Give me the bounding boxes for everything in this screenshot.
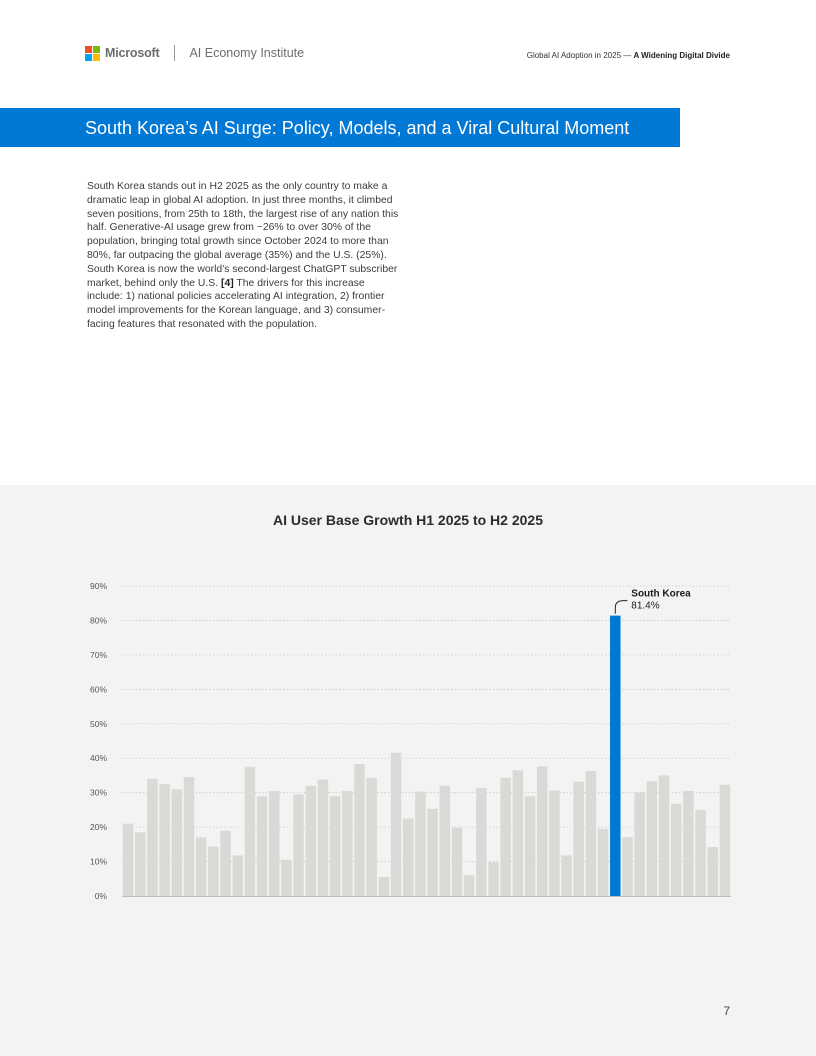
microsoft-logo	[85, 45, 304, 61]
brand-name: Microsoft	[105, 46, 160, 60]
bar	[561, 855, 571, 896]
y-tick-label: 90%	[89, 581, 107, 591]
bar	[147, 779, 157, 896]
bar	[342, 791, 352, 896]
chart-title: AI User Base Growth H1 2025 to H2 2025	[272, 512, 543, 528]
bar	[427, 809, 437, 896]
bar	[391, 753, 401, 896]
bar	[586, 771, 596, 896]
bar	[257, 796, 267, 896]
bar	[135, 832, 145, 896]
bar	[366, 778, 376, 896]
bar	[440, 786, 450, 896]
y-tick-label: 60%	[89, 684, 107, 695]
bar-highlight	[610, 616, 620, 896]
body-paragraph-part1: South Korea stands out in H2 2025 as the only country to make a dramatic leap in global AI adoption. In just three months, it climbed seven positions, from 25th to 18th, the largest rise of any nation this half. Generative-AI usage grew from ~26% to over 30% of the population, bringing total growth since October 2024 to more than 80%, far outpacing the global average (35%) and the U.S. (25%). South Korea is now the world’s second-largest ChatGPT subscriber market, behind only the U.S.	[87, 181, 399, 289]
bar-chart	[0, 485, 816, 1056]
annotation-value: 81.4%	[631, 600, 660, 612]
bar	[196, 837, 206, 896]
bar	[525, 796, 535, 896]
y-tick-label: 50%	[89, 718, 107, 729]
y-tick-label: 30%	[89, 787, 107, 798]
bar	[403, 819, 413, 897]
institute-name: AI Economy Institute	[189, 46, 305, 60]
bar	[281, 860, 291, 896]
bar	[695, 810, 705, 896]
bar	[513, 770, 523, 896]
bar	[415, 792, 425, 896]
y-tick-label: 70%	[89, 649, 107, 660]
bar	[306, 786, 316, 896]
bar	[720, 785, 730, 896]
bar	[464, 875, 474, 896]
bar	[647, 781, 657, 896]
body-paragraph	[87, 180, 402, 332]
bar	[659, 775, 669, 896]
bar	[318, 780, 328, 896]
bar	[172, 789, 182, 896]
bar	[574, 782, 584, 896]
chart-panel	[0, 485, 816, 1056]
bar	[269, 791, 279, 896]
microsoft-logo-icon	[85, 46, 100, 61]
section-banner	[0, 108, 680, 147]
bar	[159, 784, 169, 896]
bar	[622, 837, 632, 896]
bar	[330, 796, 340, 896]
bar	[549, 791, 559, 896]
bar	[208, 847, 218, 896]
bar	[598, 829, 608, 896]
y-tick-label: 0%	[94, 891, 107, 901]
body-paragraph-part2: The drivers for this increase include: 1) national policies accelerating AI integration, 2) frontier model improvements for the Korean language, and 3) consumer-facing features that resonated with the population.	[87, 277, 386, 330]
annotation-label: South Korea	[631, 588, 691, 600]
report-title-prefix: Global AI Adoption in 2025 —	[526, 51, 634, 60]
bar	[379, 877, 389, 896]
report-title	[527, 51, 730, 60]
bar	[476, 788, 486, 896]
section-title: South Korea’s AI Surge: Policy, Models, and a Viral Cultural Moment	[85, 118, 630, 138]
header-divider	[174, 45, 175, 61]
bar	[293, 794, 303, 896]
y-tick-label: 20%	[89, 822, 107, 833]
bar	[537, 766, 547, 896]
body-text	[87, 180, 402, 332]
y-tick-label: 10%	[89, 856, 107, 867]
bar	[232, 855, 242, 896]
bar	[245, 767, 255, 896]
bar	[500, 778, 510, 896]
page-header	[0, 0, 816, 100]
y-tick-label: 80%	[89, 615, 107, 626]
y-tick-label: 40%	[89, 753, 107, 764]
report-title-bold: A Widening Digital Divide	[633, 51, 730, 60]
citation-reference: [4]	[221, 277, 234, 289]
page-number: 7	[723, 1004, 730, 1018]
bar	[184, 777, 194, 896]
bar	[707, 847, 717, 896]
bar	[452, 828, 462, 896]
bar	[354, 764, 364, 896]
bar	[123, 824, 133, 896]
annotation-leader-line	[615, 601, 627, 614]
bar	[671, 804, 681, 896]
bar	[683, 791, 693, 896]
bar	[488, 862, 498, 896]
bar	[220, 831, 230, 896]
bar	[634, 793, 644, 896]
